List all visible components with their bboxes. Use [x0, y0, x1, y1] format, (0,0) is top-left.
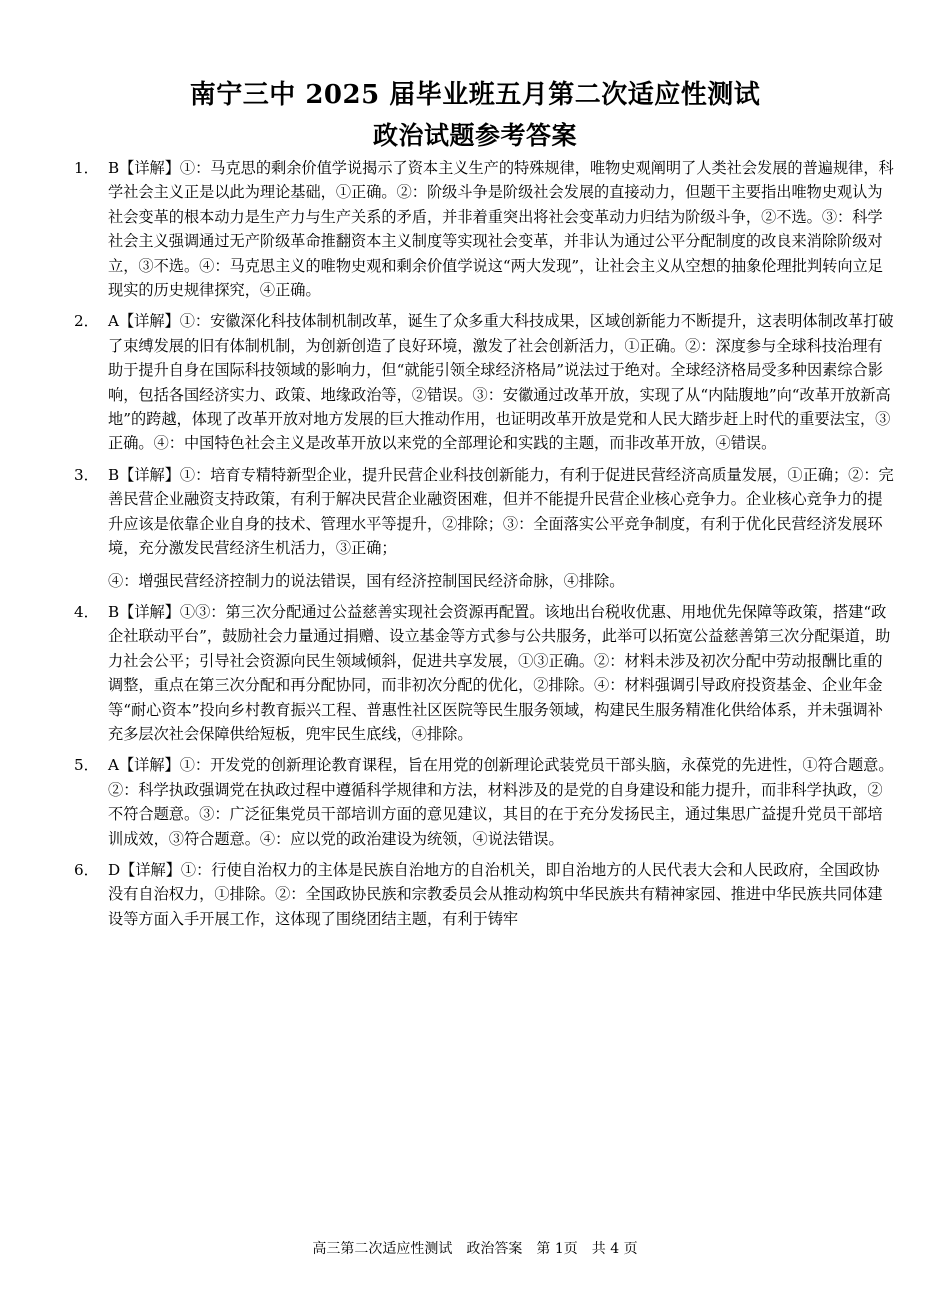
answer-item-1 — [74, 156, 894, 302]
answer-text: B【详解】①：马克思的剩余价值学说揭示了资本主义生产的特殊规律，唯物史观阐明了人类社会发展的普遍规律，科学社会主义正是以此为理论基础，①正确。②：阶级斗争是阶级社会发展的直接动力，但题干主要指出唯物史观认为社会变革的根本动力是生产力与生产关系的矛盾，并非着重突出将社会变革动力归结为阶级斗争，②不选。③：科学社会主义强调通过无产阶级革命推翻资本主义制度等实现社会变革，并非认为通过公平分配制度的改良来消除阶级对立，③不选。④：马克思主义的唯物史观和剩余价值学说这“两大发现”，让社会主义从空想的抽象伦理批判转向立足现实的历史规律探究，④正确。 — [108, 159, 894, 300]
answer-number: 1． — [74, 159, 99, 177]
answer-text: A【详解】①：开发党的创新理论教育课程，旨在用党的创新理论武装党员干部头脑，永葆党的先进性，①符合题意。②：科学执政强调党在执政过程中遵循科学规律和方法，材料涉及的是党的自身建设和能力提升，而非科学执政，②不符合题意。③：广泛征集党员干部培训方面的意见建议，其目的在于充分发扬民主，通过集思广益提升党员干部培训成效，③符合题意。④：应以党的政治建设为统领，④说法错误。 — [108, 756, 894, 848]
answer-number: 5． — [74, 756, 99, 775]
answer-number: 4． — [74, 602, 99, 621]
answer-number: 6． — [74, 860, 99, 879]
answer-item-3 — [74, 463, 894, 593]
answer-number: 2． — [74, 312, 99, 331]
answer-item-2 — [74, 309, 894, 455]
page-subtitle: 政治试题参考答案 — [372, 121, 577, 150]
answer-text: B【详解】①③：第三次分配通过公益慈善实现社会资源再配置。该地出台税收优惠、用地优先保障等政策，搭建“政企社联动平台”，鼓励社会力量通过捐赠、设立基金等方式参与公共服务，此举可以拓宽公益慈善第三次分配渠道，助力社会公平；引导社会资源向民生领域倾斜，促进共享发展，①③正确。②：材料未涉及初次分配中劳动报酬比重的调整，重点在第三次分配和再分配协同，而非初次分配的优化，②排除。④：材料强调引导政府投资基金、企业年金等“耐心资本”投向乡村教育振兴工程、普惠性社区医院等民生服务领域，构建民生服务精准化供给体系，并未强调补充多层次社会保障供给短板，兜牢民生底线，④排除。 — [108, 602, 891, 743]
page-title: 南宁三中 2025 届毕业班五月第二次适应性测试 — [189, 80, 761, 110]
answer-text: A【详解】①：安徽深化科技体制机制改革，诞生了众多重大科技成果，区域创新能力不断提升，这表明体制改革打破了束缚发展的旧有体制机制，为创新创造了良好环境，激发了社会创新活力，①正确。②：深度参与全球科技治理有助于提升自身在国际科技领域的影响力，但“就能引领全球经济格局”说法过于绝对。全球经济格局受多种因素综合影响，包括各国经济实力、政策、地缘政治等，②错误。③：安徽通过改革开放，实现了从“内陆腹地”向“改革开放新高地”的跨越，体现了改革开放对地方发展的巨大推动作用，也证明改革开放是党和人民大踏步赶上时代的重要法宝，③正确。④：中国特色社会主义是改革开放以来党的全部理论和实践的主题，而非改革开放，④错误。 — [108, 312, 894, 453]
page-footer: 高三第二次适应性测试 政治答案 第 1页 共 4 页 — [312, 1241, 638, 1257]
answer-text: B【详解】①：培育专精特新型企业，提升民营企业科技创新能力，有利于促进民营经济高质量发展，①正确；②：完善民营企业融资支持政策，有利于解决民营企业融资困难，但并不能提升民营企业核心竞争力。企业核心竞争力的提升应该是依靠企业自身的技术、管理水平等提升，②排除；③：全面落实公平竞争制度，有利于优化民营经济发展环境，充分激发民营经济生机活力，③正确； — [108, 465, 894, 558]
answer-item-6 — [74, 858, 894, 931]
answer-item-4 — [74, 600, 894, 746]
answer-item-5 — [74, 753, 894, 851]
answer-number: 3． — [74, 465, 99, 484]
answer-text: D【详解】①：行使自治权力的主体是民族自治地方的自治机关，即自治地方的人民代表大会和人民政府，全国政协没有自治权力，①排除。②：全国政协民族和宗教委员会从推动构筑中华民族共有精神家园、推进中华民族共同体建设等方面入手开展工作，这体现了围绕团结主题，有利于铸牢 — [108, 860, 883, 928]
answer-list — [74, 156, 894, 938]
answer-text-continued: ④：增强民营经济控制力的说法错误，国有经济控制国民经济命脉，④排除。 — [108, 571, 625, 590]
